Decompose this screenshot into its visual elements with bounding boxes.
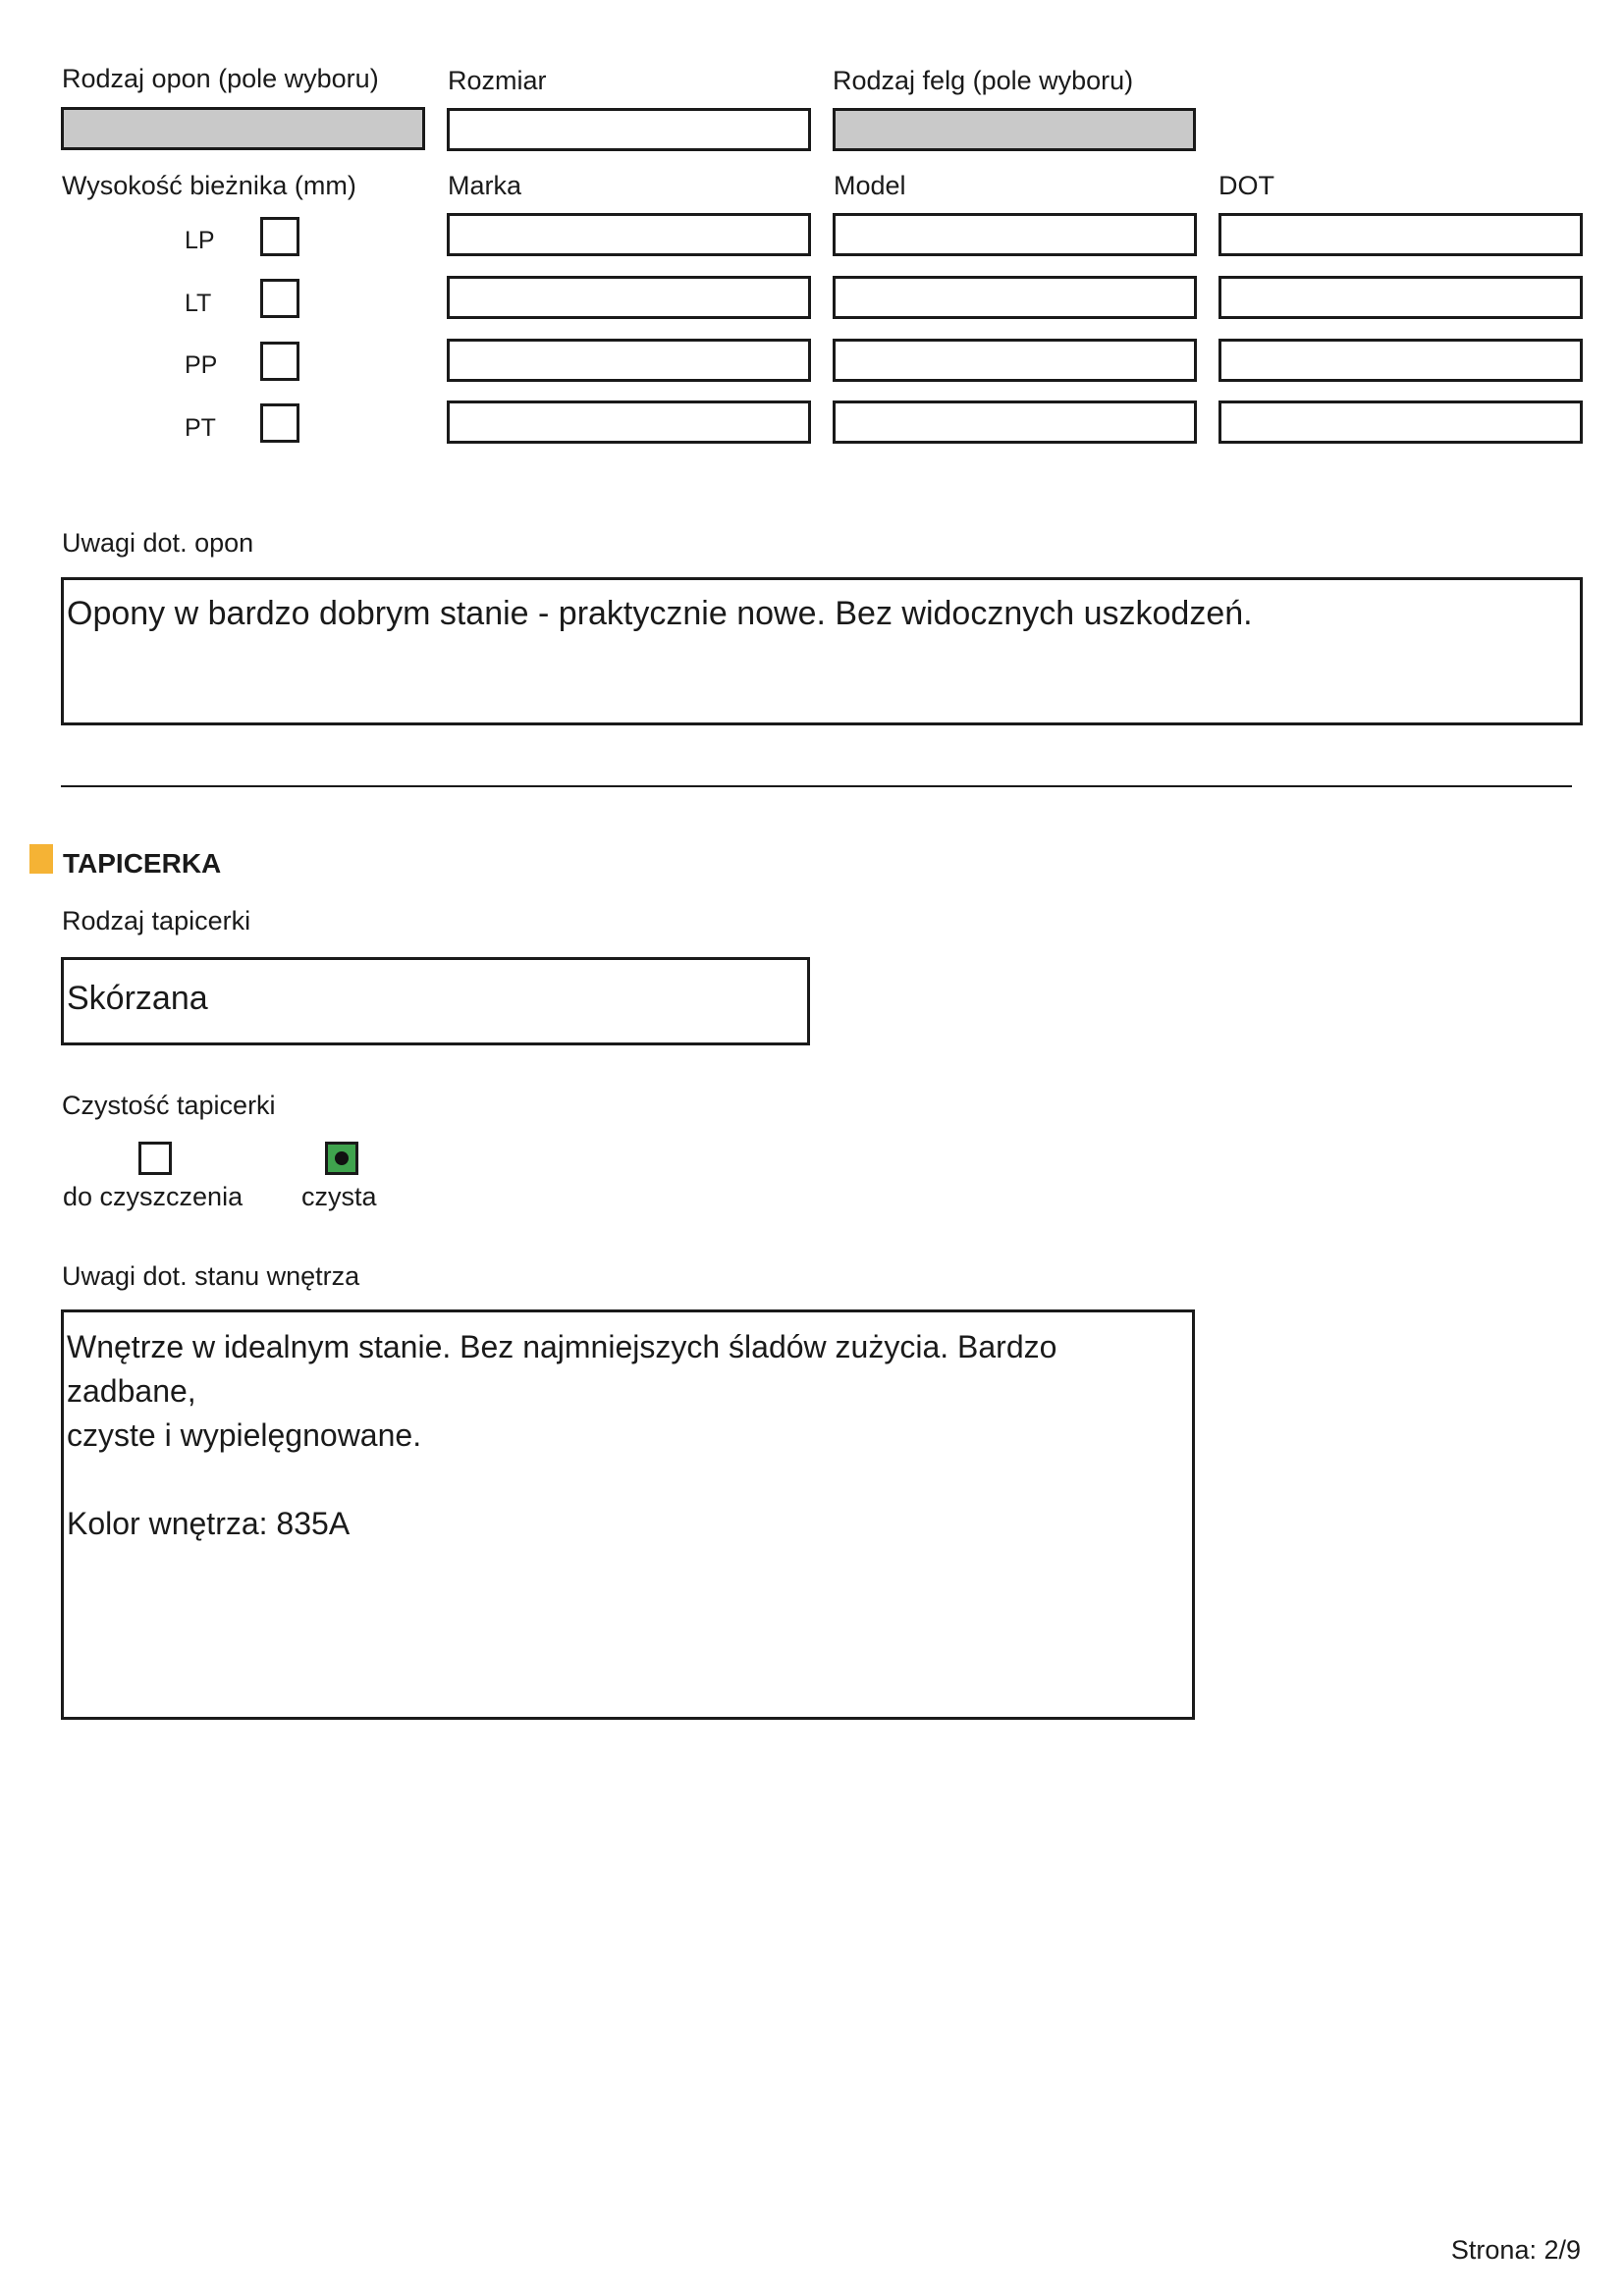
tire-notes-value: Opony w bardzo dobrym stanie - praktycznie nowe. Bez widocznych uszkodzeń. — [67, 595, 1253, 632]
tire-brand-input[interactable] — [447, 276, 811, 319]
cleanliness-option-dirty-radio[interactable] — [138, 1142, 172, 1175]
upholstery-type-input[interactable] — [61, 957, 810, 1045]
tire-type-select[interactable] — [61, 107, 425, 150]
tire-position-label: PT — [185, 414, 216, 442]
tire-model-input[interactable] — [833, 276, 1197, 319]
cleanliness-option-clean-label: czysta — [301, 1182, 377, 1211]
tire-brand-input[interactable] — [447, 339, 811, 382]
interior-notes-textarea[interactable] — [61, 1309, 1195, 1720]
tire-size-input[interactable] — [447, 108, 811, 151]
tread-depth-label: Wysokość bieżnika (mm) — [62, 171, 356, 200]
tire-position-label: PP — [185, 351, 218, 379]
tire-dot-input[interactable] — [1218, 339, 1583, 382]
tire-dot-input[interactable] — [1218, 213, 1583, 256]
tread-depth-checkbox[interactable] — [260, 217, 299, 256]
tire-dot-input[interactable] — [1218, 400, 1583, 444]
tire-type-label: Rodzaj opon (pole wyboru) — [62, 64, 379, 93]
section-title: TAPICERKA — [63, 848, 222, 879]
brand-column-label: Marka — [448, 171, 522, 200]
section-marker — [29, 844, 53, 874]
tire-model-input[interactable] — [833, 213, 1197, 256]
tire-brand-input[interactable] — [447, 213, 811, 256]
interior-notes-label: Uwagi dot. stanu wnętrza — [62, 1261, 360, 1291]
dot-column-label: DOT — [1218, 171, 1274, 200]
cleanliness-option-dirty-label: do czyszczenia — [63, 1182, 244, 1211]
upholstery-type-label: Rodzaj tapicerki — [62, 906, 251, 935]
section-divider — [61, 785, 1572, 787]
upholstery-type-value: Skórzana — [67, 980, 208, 1017]
tread-depth-checkbox[interactable] — [260, 403, 299, 443]
radio-selected-dot — [335, 1151, 349, 1165]
cleanliness-option-clean-radio[interactable] — [325, 1142, 358, 1175]
tread-depth-checkbox[interactable] — [260, 279, 299, 318]
tire-model-input[interactable] — [833, 400, 1197, 444]
tread-depth-checkbox[interactable] — [260, 342, 299, 381]
tire-notes-label: Uwagi dot. opon — [62, 528, 254, 558]
tire-dot-input[interactable] — [1218, 276, 1583, 319]
rim-type-select[interactable] — [833, 108, 1196, 151]
tire-model-input[interactable] — [833, 339, 1197, 382]
rim-type-label: Rodzaj felg (pole wyboru) — [833, 66, 1134, 95]
tire-position-label: LP — [185, 227, 215, 254]
page-number: Strona: 2/9 — [1450, 2235, 1581, 2265]
tire-position-label: LT — [185, 290, 212, 317]
model-column-label: Model — [834, 171, 906, 200]
tire-size-label: Rozmiar — [448, 66, 547, 95]
cleanliness-label: Czystość tapicerki — [62, 1091, 276, 1120]
tire-notes-textarea[interactable] — [61, 577, 1583, 725]
interior-notes-value: Wnętrze w idealnym stanie. Bez najmniejszych śladów zużycia. Bardzo zadbane, czyste i wypielęgnowane. Kolor wnętrza: 835A — [67, 1329, 1057, 1541]
tire-brand-input[interactable] — [447, 400, 811, 444]
